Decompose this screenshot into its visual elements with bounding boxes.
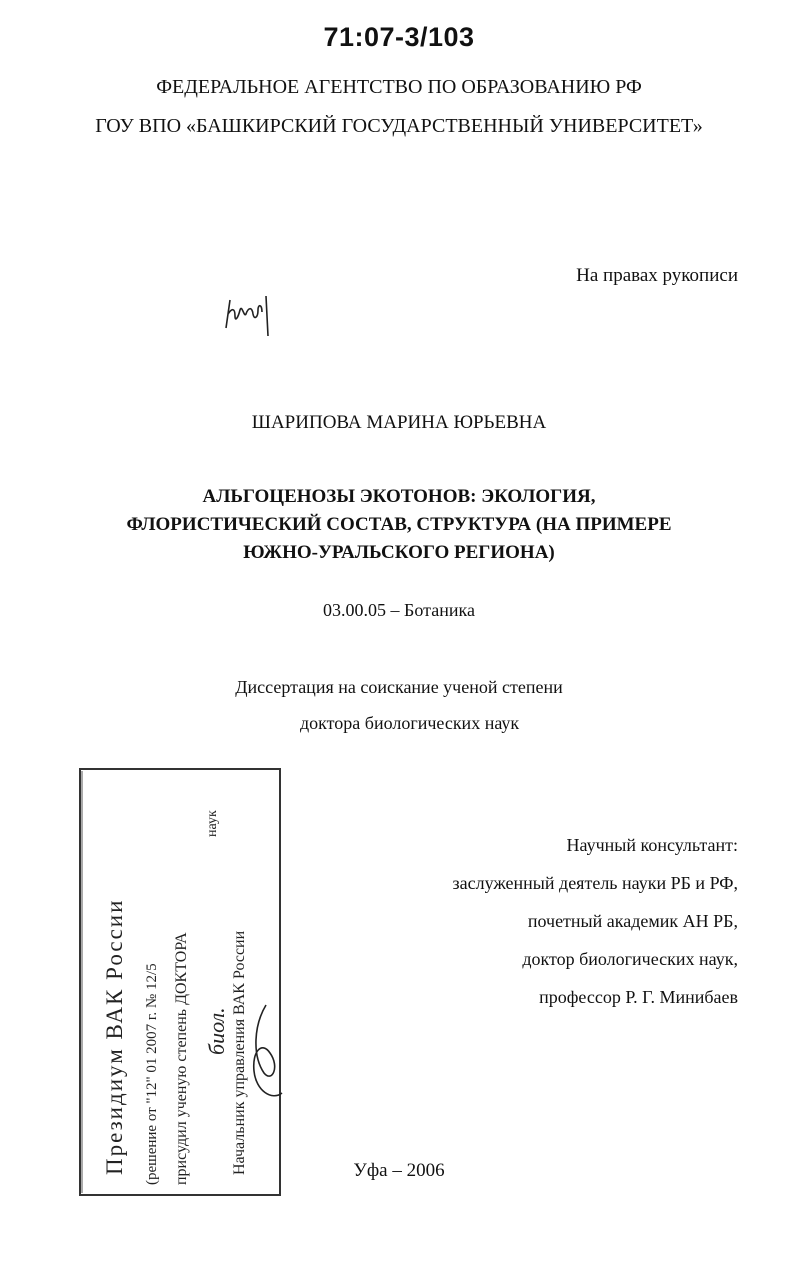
- agency-name: ФЕДЕРАЛЬНОЕ АГЕНТСТВО ПО ОБРАЗОВАНИЮ РФ: [156, 76, 642, 98]
- scientific-advisor: [453, 826, 738, 1016]
- advisor-line-3: доктор биологических наук,: [522, 949, 738, 969]
- author-name: ШАРИПОВА МАРИНА ЮРЬЕВНА: [251, 412, 547, 433]
- stamp-line-2: (решение от "12" 01 2007 г. № 12/5: [144, 963, 160, 1185]
- catalog-number: 71:07-3/103: [323, 22, 475, 52]
- vak-stamp: [76, 755, 286, 1200]
- specialty-code: 03.00.05 – Ботаника: [323, 600, 475, 620]
- advisor-line-1: заслуженный деятель науки РБ и РФ,: [452, 873, 738, 893]
- title-line-3: ЮЖНО-УРАЛЬСКОГО РЕГИОНА): [243, 542, 555, 563]
- handwritten-signature: [222, 288, 282, 338]
- city-year: Уфа – 2006: [353, 1160, 445, 1181]
- stamp-handwritten-field: биол.: [204, 1007, 229, 1055]
- stamp-line-4: наук: [205, 810, 220, 837]
- stamp-line-3: присудил ученую степень ДОКТОРА: [173, 932, 190, 1185]
- stamp-line-5: Начальник управления ВАК России: [231, 930, 248, 1175]
- dissertation-type: Диссертация на соискание ученой степени: [235, 677, 563, 697]
- title-line-1: АЛЬГОЦЕНОЗЫ ЭКОТОНОВ: ЭКОЛОГИЯ,: [202, 486, 596, 507]
- stamp-line-1: Президиум ВАК России: [102, 898, 127, 1175]
- advisor-line-4: профессор Р. Г. Минибаев: [539, 987, 738, 1007]
- rights-note: На правах рукописи: [576, 265, 738, 286]
- title-line-2: ФЛОРИСТИЧЕСКИЙ СОСТАВ, СТРУКТУРА (НА ПРИМЕРЕ: [126, 514, 672, 535]
- degree-line: доктора биологических наук: [300, 713, 520, 733]
- dissertation-title: [0, 483, 798, 567]
- advisor-line-2: почетный академик АН РБ,: [527, 911, 738, 931]
- advisor-label: Научный консультант:: [566, 835, 738, 855]
- university-name: ГОУ ВПО «БАШКИРСКИЙ ГОСУДАРСТВЕННЫЙ УНИВЕРСИТЕТ»: [95, 115, 703, 137]
- stamp-signature: [254, 1005, 282, 1096]
